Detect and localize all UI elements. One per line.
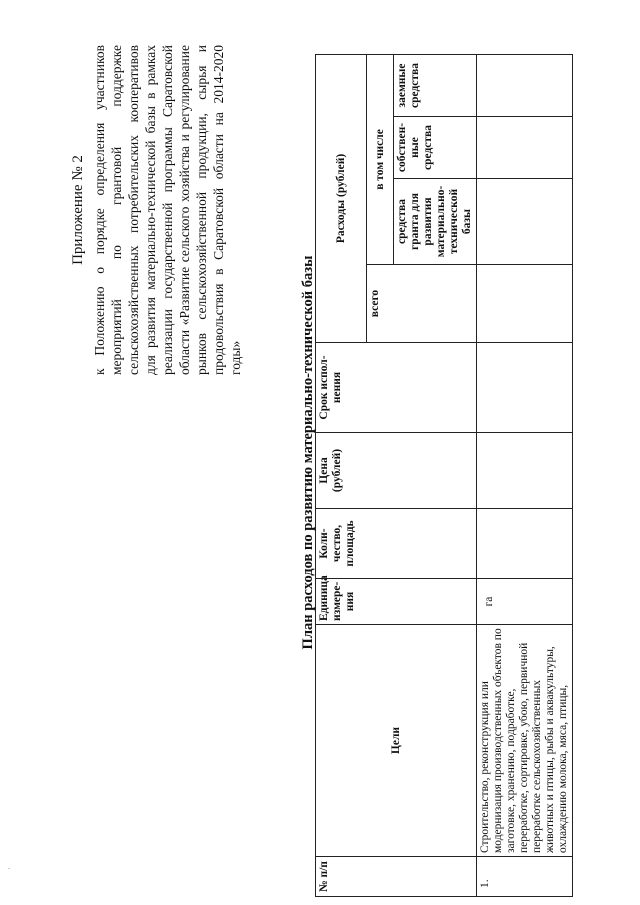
header-borrowed: заемные средства	[394, 54, 477, 116]
header-unit: Единица измере-ния	[316, 579, 477, 625]
row-num: 1.	[477, 857, 573, 897]
row-price	[477, 433, 573, 509]
scan-edge-mark: ·	[4, 867, 14, 870]
appendix-text: к Положению о порядке определения участников мероприятий по грантовой поддержке сельскохозяйственных потребительских кооперативов для развития материально-технической базы в рамках реализации государственной программы Саратовской области «Развитие сельского хозяйства и регулирование рынков сельскохозяйственной продукции, сырья и продовольствия в Саратовской области на 2014-2020 годы»	[92, 45, 243, 375]
appendix-block	[70, 45, 244, 375]
header-price: Цена (рублей)	[316, 433, 477, 509]
row-total	[477, 265, 573, 343]
header-goals: Цели	[316, 625, 477, 857]
header-total: всего	[367, 265, 477, 343]
header-including: в том числе	[367, 54, 394, 264]
row-grant	[477, 179, 573, 265]
plan-title: План расходов по развитию материально-технической базы	[300, 255, 316, 650]
row-borrowed	[477, 54, 573, 116]
header-grant: средства гранта для развития материально-технической базы	[394, 179, 477, 265]
header-row-1	[316, 54, 367, 896]
header-expenses: Расходы (рублей)	[316, 54, 367, 342]
header-num: № п/п	[316, 857, 477, 897]
appendix-number: Приложение № 2	[70, 155, 86, 265]
header-quantity: Коли-чество, площадь	[316, 509, 477, 579]
header-term: Срок испол-нения	[316, 343, 477, 433]
header-own: собствен-ные средства	[394, 117, 477, 179]
row-term	[477, 343, 573, 433]
row-unit: га	[477, 579, 573, 625]
table-row	[477, 54, 573, 896]
row-own	[477, 117, 573, 179]
row-quantity	[477, 509, 573, 579]
row-goal: Строительство, реконструкция или модернизация производственных объектов по заготовке, хранению, подработке, переработке, сортировке, убою, первичной переработке сельскохозяйственных животных и птицы, рыбы и аквакультуры, охлаждению молока, мяса, птицы,	[477, 625, 573, 857]
expenses-plan-table	[315, 54, 573, 897]
